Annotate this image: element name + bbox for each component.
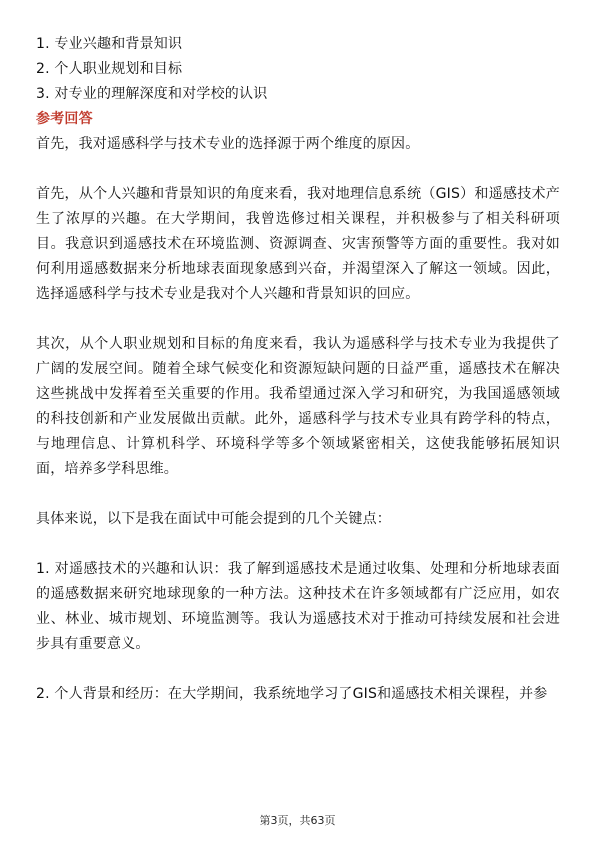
answer-heading: 参考回答 [36, 111, 93, 127]
page-content [36, 32, 560, 707]
paragraph-gap [36, 482, 560, 507]
paragraph-career: 其次，从个人职业规划和目标的角度来看，我认为遥感科学与技术专业为我提供了广阔的发展空间。随着全球气候变化和资源短缺问题的日益严重，遥感技术在解决这些挑战中发挥着至关重要的作用。我希望通过深入学习和研究，为我国遥感领域的科技创新和产业发展做出贡献。此外，遥感科学与技术专业具有跨学科的特点，与地理信息、计算机科学、环境科学等多个领域紧密相关，这使我能够拓展知识面，培养多学科思维。 [36, 336, 560, 477]
paragraph-gap [36, 657, 560, 682]
paragraph-point-1: 1. 对遥感技术的兴趣和认识：我了解到遥感技术是通过收集、处理和分析地球表面的遥感数据来研究地球现象的一种方法。这种技术在许多领域都有广泛应用，如农业、林业、城市规划、环境监测等。我认为遥感技术对于推动可持续发展和社会进步具有重要意义。 [36, 561, 560, 652]
paragraph-gap [36, 532, 560, 557]
paragraph-keypoints-intro: 具体来说，以下是我在面试中可能会提到的几个关键点： [36, 511, 391, 527]
paragraph-point-2: 2. 个人背景和经历：在大学期间，我系统地学习了GIS和遥感技术相关课程，并参 [36, 686, 548, 702]
paragraph-gap [36, 157, 560, 182]
page-number-footer: 第3页，共63页 [259, 814, 336, 827]
question-item-2: 2. 个人职业规划和目标 [36, 61, 183, 77]
question-item-1: 1. 专业兴趣和背景知识 [36, 36, 183, 52]
paragraph-interest: 首先，从个人兴趣和背景知识的角度来看，我对地理信息系统（GIS）和遥感技术产生了浓厚的兴趣。在大学期间，我曾选修过相关课程，并积极参与了相关科研项目。我意识到遥感技术在环境监测、资源调查、灾害预警等方面的重要性。我对如何利用遥感数据来分析地球表面现象感到兴奋，并渴望深入了解这一领域。因此，选择遥感科学与技术专业是我对个人兴趣和背景知识的回应。 [36, 186, 560, 302]
question-item-3: 3. 对专业的理解深度和对学校的认识 [36, 86, 268, 102]
paragraph-intro: 首先，我对遥感科学与技术专业的选择源于两个维度的原因。 [36, 136, 420, 152]
paragraph-gap [36, 307, 560, 332]
